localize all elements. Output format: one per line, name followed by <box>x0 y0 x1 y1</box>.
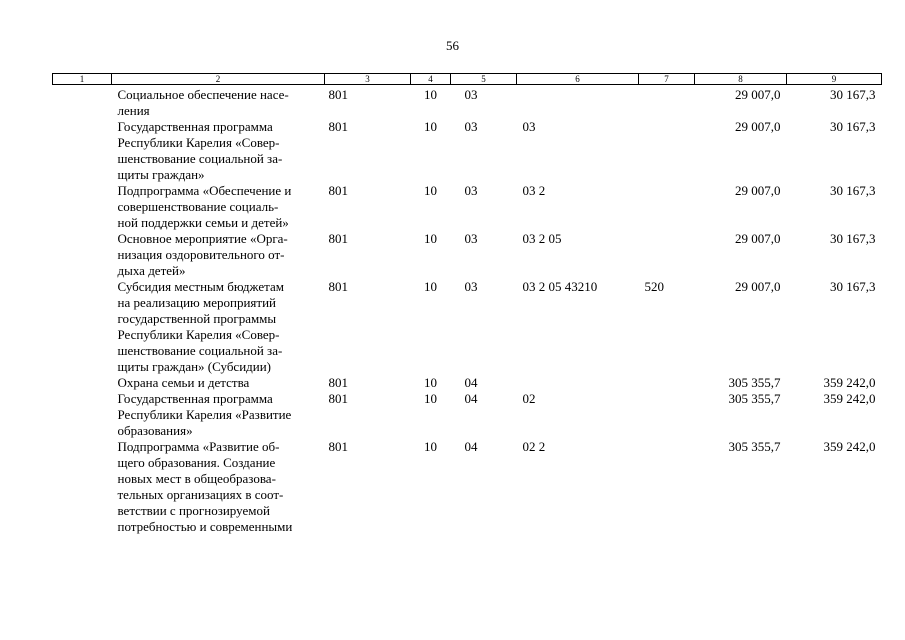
cell-amount-year1: 29 007,0 <box>735 119 781 134</box>
table-row <box>53 119 882 183</box>
cell-ministry-code: 801 <box>328 87 348 102</box>
budget-table <box>52 73 882 535</box>
item-name-line: щиты граждан» (Субсидии) <box>117 359 272 374</box>
table-row <box>53 279 882 375</box>
item-name-line: ления <box>117 103 150 118</box>
cell-target-article <box>517 375 639 391</box>
cell-item-name <box>112 183 325 231</box>
cell-subsection: 03 <box>464 279 478 294</box>
item-name-line: Республики Карелия «Развитие <box>117 407 292 422</box>
cell-expense-type <box>639 391 695 439</box>
item-name-line: щиты граждан» <box>117 167 205 182</box>
cell-item-name <box>112 85 325 120</box>
item-name-line: низация оздоровительного от- <box>117 247 285 262</box>
cell-section: 10 <box>424 439 437 454</box>
cell-subsection: 04 <box>464 375 478 390</box>
cell-row-number <box>53 279 112 375</box>
column-header: 7 <box>639 74 695 85</box>
item-name-line: потребностью и современными <box>117 519 293 534</box>
table-row <box>53 439 882 535</box>
item-name-line: ной поддержки семьи и детей» <box>117 215 289 230</box>
cell-subsection: 04 <box>464 439 478 454</box>
cell-amount-year2: 30 167,3 <box>830 279 876 294</box>
page-number: 56 <box>446 38 459 53</box>
item-name-line: Республики Карелия «Совер- <box>117 327 280 342</box>
column-header: 9 <box>787 74 882 85</box>
cell-expense-type <box>639 231 695 279</box>
cell-section: 10 <box>424 231 437 246</box>
cell-row-number <box>53 391 112 439</box>
cell-item-name <box>112 279 325 375</box>
item-name-line: дыха детей» <box>117 263 186 278</box>
column-header: 6 <box>517 74 639 85</box>
cell-amount-year2: 30 167,3 <box>830 87 876 102</box>
table-row <box>53 183 882 231</box>
cell-ministry-code: 801 <box>328 279 348 294</box>
cell-section: 10 <box>424 391 437 406</box>
cell-section: 10 <box>424 87 437 102</box>
cell-item-name <box>112 391 325 439</box>
item-name-line: ветствии с прогнозируемой <box>117 503 270 518</box>
item-name-line: Подпрограмма «Обеспечение и <box>117 183 292 198</box>
cell-section: 10 <box>424 119 437 134</box>
cell-row-number <box>53 439 112 535</box>
cell-expense-type <box>639 439 695 535</box>
cell-amount-year1: 29 007,0 <box>735 231 781 246</box>
item-name-line: Охрана семьи и детства <box>117 375 250 390</box>
table-row <box>53 231 882 279</box>
cell-amount-year2: 30 167,3 <box>830 119 876 134</box>
item-name-line: совершенствование социаль- <box>117 199 279 214</box>
cell-amount-year2: 359 242,0 <box>823 375 876 390</box>
cell-amount-year2: 30 167,3 <box>830 231 876 246</box>
item-name-line: тельных организациях в соот- <box>117 487 284 502</box>
cell-target-article: 03 2 05 43210 <box>522 279 598 294</box>
cell-ministry-code: 801 <box>328 119 348 134</box>
table-row <box>53 375 882 391</box>
cell-row-number <box>53 119 112 183</box>
cell-section: 10 <box>424 279 437 294</box>
cell-amount-year2: 359 242,0 <box>823 439 876 454</box>
item-name-line: шенствование социальной за- <box>117 151 283 166</box>
cell-ministry-code: 801 <box>328 391 348 406</box>
cell-section: 10 <box>424 183 437 198</box>
cell-amount-year1: 305 355,7 <box>728 391 781 406</box>
cell-target-article: 02 <box>522 391 536 406</box>
cell-subsection: 04 <box>464 391 478 406</box>
column-number-header-row <box>53 74 882 85</box>
cell-amount-year2: 30 167,3 <box>830 183 876 198</box>
item-name-line: государственной программы <box>117 311 277 326</box>
cell-amount-year2: 359 242,0 <box>823 391 876 406</box>
table-row <box>53 85 882 120</box>
item-name-line: образования» <box>117 423 193 438</box>
cell-subsection: 03 <box>464 119 478 134</box>
cell-item-name <box>112 375 325 391</box>
cell-row-number <box>53 85 112 120</box>
cell-section: 10 <box>424 375 437 390</box>
item-name-line: Социальное обеспечение насе- <box>117 87 289 102</box>
cell-item-name <box>112 231 325 279</box>
cell-ministry-code: 801 <box>328 231 348 246</box>
column-header: 1 <box>53 74 112 85</box>
cell-amount-year1: 29 007,0 <box>735 183 781 198</box>
cell-expense-type <box>639 375 695 391</box>
cell-expense-type: 520 <box>644 279 664 294</box>
cell-target-article: 03 <box>522 119 536 134</box>
cell-item-name <box>112 119 325 183</box>
cell-target-article: 03 2 05 <box>522 231 562 246</box>
cell-subsection: 03 <box>464 183 478 198</box>
table-row <box>53 391 882 439</box>
cell-row-number <box>53 375 112 391</box>
cell-expense-type <box>639 183 695 231</box>
cell-amount-year1: 29 007,0 <box>735 87 781 102</box>
cell-target-article <box>517 85 639 120</box>
cell-subsection: 03 <box>464 87 478 102</box>
cell-expense-type <box>639 119 695 183</box>
item-name-line: новых мест в общеобразова- <box>117 471 276 486</box>
cell-target-article: 02 2 <box>522 439 546 454</box>
item-name-line: Подпрограмма «Развитие об- <box>117 439 280 454</box>
cell-ministry-code: 801 <box>328 375 348 390</box>
column-header: 3 <box>325 74 411 85</box>
item-name-line: шенствование социальной за- <box>117 343 283 358</box>
item-name-line: на реализацию мероприятий <box>117 295 277 310</box>
column-header: 8 <box>695 74 787 85</box>
cell-ministry-code: 801 <box>328 439 348 454</box>
cell-row-number <box>53 231 112 279</box>
item-name-line: щего образования. Создание <box>117 455 276 470</box>
item-name-line: Государственная программа <box>117 119 273 134</box>
cell-amount-year1: 305 355,7 <box>728 439 781 454</box>
cell-amount-year1: 305 355,7 <box>728 375 781 390</box>
column-header: 2 <box>112 74 325 85</box>
cell-subsection: 03 <box>464 231 478 246</box>
cell-amount-year1: 29 007,0 <box>735 279 781 294</box>
cell-ministry-code: 801 <box>328 183 348 198</box>
item-name-line: Республики Карелия «Совер- <box>117 135 280 150</box>
item-name-line: Государственная программа <box>117 391 273 406</box>
cell-item-name <box>112 439 325 535</box>
cell-target-article: 03 2 <box>522 183 546 198</box>
item-name-line: Основное мероприятие «Орга- <box>117 231 288 246</box>
column-header: 4 <box>411 74 451 85</box>
column-header: 5 <box>451 74 517 85</box>
item-name-line: Субсидия местным бюджетам <box>117 279 284 294</box>
cell-row-number <box>53 183 112 231</box>
cell-expense-type <box>639 85 695 120</box>
